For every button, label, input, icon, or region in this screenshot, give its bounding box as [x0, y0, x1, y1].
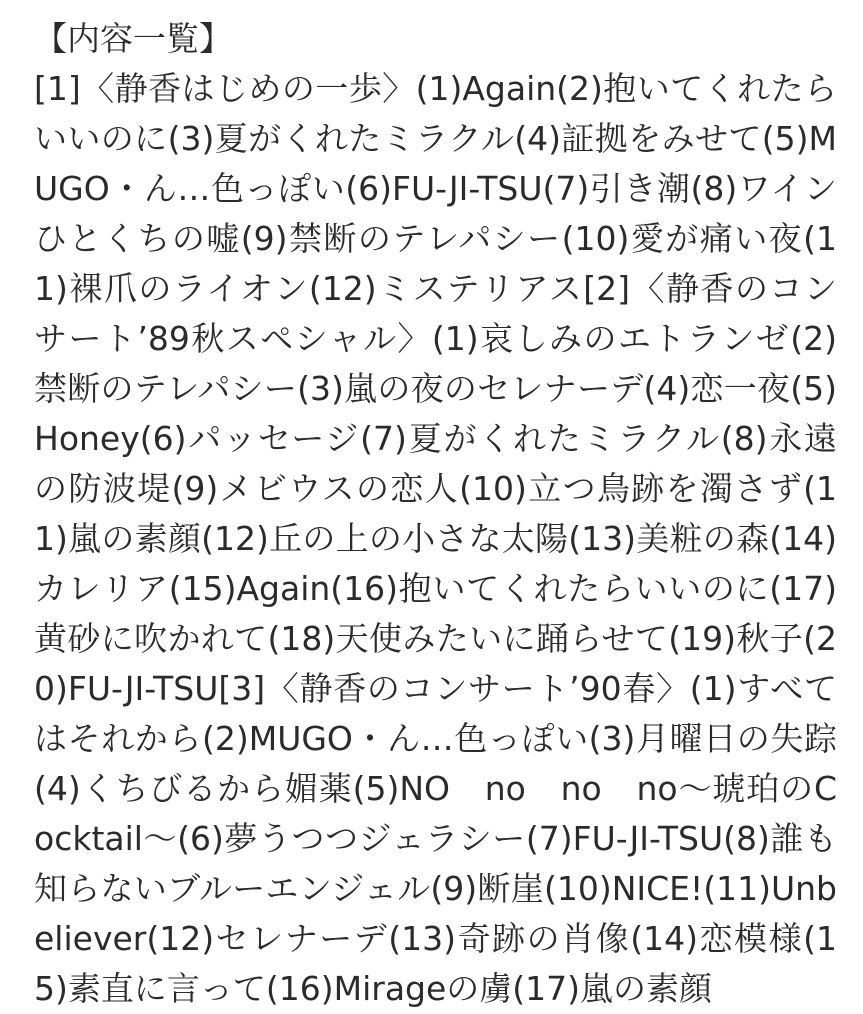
page-title: 【内容一覧】: [34, 19, 232, 58]
document-body-text: [1]〈静香はじめの一歩〉(1)Again(2)抱いてくれたらいいのに(3)夏がくれたミラクル(4)証拠をみせて(5)MUGO・ん…色っぽい(6)FU-JI-TSU(7)引き潮(8)ワインひとくちの嘘(9)禁断のテレパシー(10)愛が痛い夜(11)裸爪のライオン(12)ミステリアス[2]〈静香のコンサート’89秋スペシャル〉(1)哀しみのエトランゼ(2)禁断のテレパシー(3)嵐の夜のセレナーデ(4)恋一夜(5)Honey(6)パッセージ(7)夏がくれたミラクル(8)永遠の防波堤(9)メビウスの恋人(10)立つ鳥跡を濁さず(11)嵐の素顔(12)丘の上の小さな太陽(13)美粧の森(14)カレリア(15)Again(16)抱いてくれたらいいのに(17)黄砂に吹かれて(18)天使みたいに踊らせて(19)秋子(20)FU-JI-TSU[3]〈静香のコンサート’90春〉(1)すべてはそれから(2)MUGO・ん…色っぽい(3)月曜日の失踪(4)くちびるから媚薬(5)NO no no no〜琥珀のCocktail〜(6)夢うつつジェラシー(7)FU-JI-TSU(8)誰も知らないブルーエンジェル(9)断崖(10)NICE!(11)Unbeliever(12)セレナーデ(13)奇跡の肖像(14)恋模様(15)素直に言って(16)Mirageの虜(17)嵐の素顔: [34, 69, 837, 1008]
